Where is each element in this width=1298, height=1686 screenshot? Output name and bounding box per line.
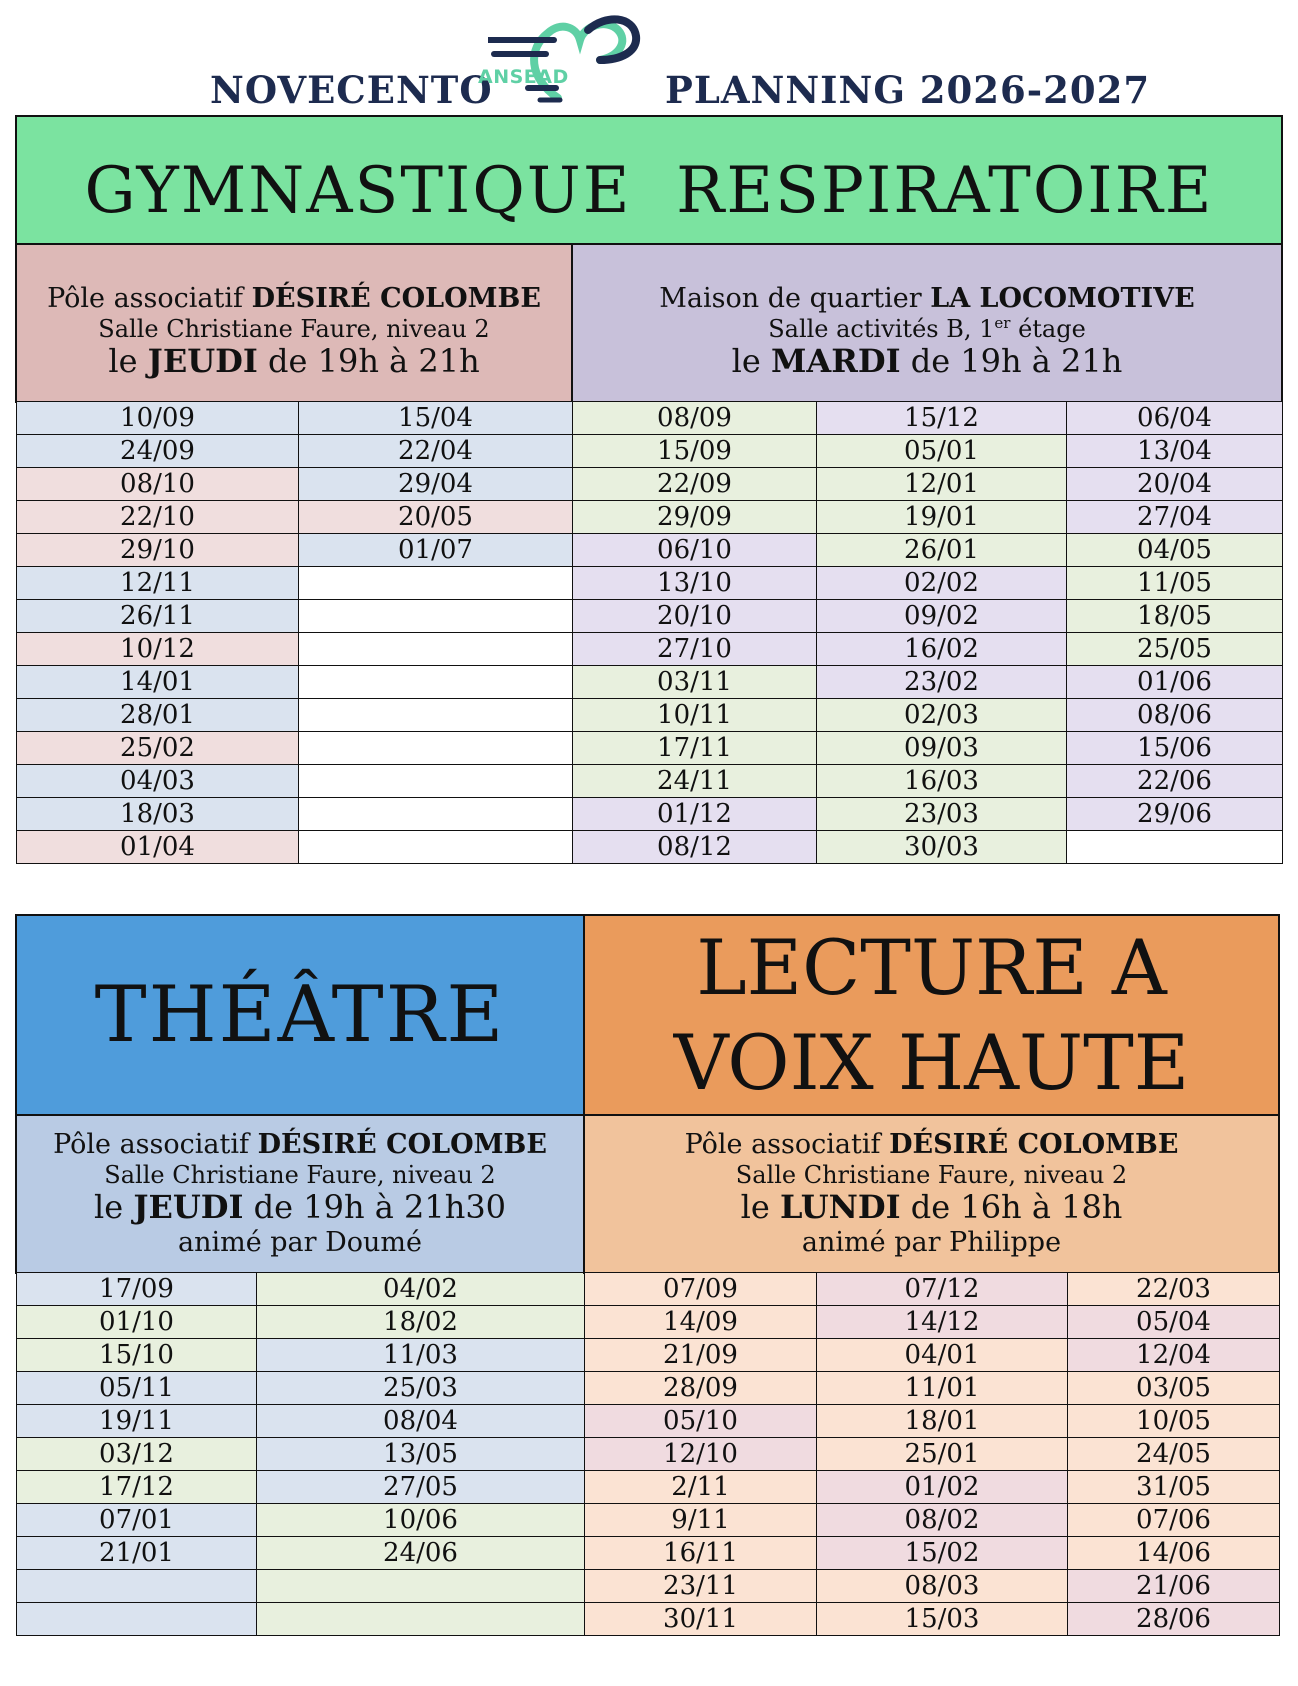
gym-jeudi-table [16, 401, 573, 864]
gym-jeudi-date-cell: 29/04 [299, 468, 573, 501]
table-row [17, 732, 573, 765]
table-row [585, 1537, 1280, 1570]
gym-jeudi-date-cell [299, 732, 573, 765]
gym-mardi-date-cell: 17/11 [573, 732, 817, 765]
gym-jeudi-date-cell: 24/09 [17, 435, 299, 468]
gym-mardi-date-cell: 13/04 [1067, 435, 1283, 468]
table-row [573, 732, 1283, 765]
table-row [17, 501, 573, 534]
gym-jeudi-date-cell: 28/01 [17, 699, 299, 732]
gym-jeudi-date-cell [299, 633, 573, 666]
theatre-date-cell [17, 1603, 257, 1636]
theatre-day: JEUDI [133, 1188, 244, 1227]
theatre-date-cell [257, 1570, 585, 1603]
lecture-date-cell: 14/09 [585, 1306, 817, 1339]
table-row [17, 1339, 585, 1372]
lecture-date-cell: 11/01 [817, 1372, 1068, 1405]
lecture-date-cell: 30/11 [585, 1603, 817, 1636]
table-row [17, 435, 573, 468]
gym-mardi-venue: LA LOCOMOTIVE [930, 283, 1195, 315]
theatre-when-post: de 19h à 21h30 [243, 1188, 507, 1227]
gym-mardi-date-cell: 30/03 [817, 831, 1067, 864]
theatre-when-pre: le [93, 1188, 134, 1227]
gym-mardi-when-pre: le [731, 342, 771, 381]
lecture-day: LUNDI [779, 1188, 901, 1227]
lecture-prefix: Pôle associatif [684, 1129, 890, 1161]
table-row [585, 1405, 1280, 1438]
gym-jeudi-date-cell: 22/04 [299, 435, 573, 468]
table-row [17, 1438, 585, 1471]
ansead-logo-icon [488, 8, 668, 108]
table-row [17, 765, 573, 798]
lecture-date-cell: 04/01 [817, 1339, 1068, 1372]
table-row [573, 798, 1283, 831]
lecture-date-cell: 15/02 [817, 1537, 1068, 1570]
table-row [17, 1603, 585, 1636]
lecture-date-cell: 08/02 [817, 1504, 1068, 1537]
table-row [573, 633, 1283, 666]
lecture-date-cell: 24/05 [1068, 1438, 1280, 1471]
gym-jeudi-date-cell [299, 798, 573, 831]
table-row [17, 666, 573, 699]
logo-text: ANSEAD [478, 66, 569, 88]
table-row [585, 1603, 1280, 1636]
gym-mardi-room-post: étage [1010, 314, 1086, 343]
gym-jeudi-date-cell: 01/04 [17, 831, 299, 864]
gym-jeudi-date-cell [299, 831, 573, 864]
table-row [573, 831, 1283, 864]
lecture-date-cell: 03/05 [1068, 1372, 1280, 1405]
lecture-date-cell: 05/10 [585, 1405, 817, 1438]
table-row [17, 534, 573, 567]
gym-jeudi-date-cell: 14/01 [17, 666, 299, 699]
gym-mardi-date-cell: 08/06 [1067, 699, 1283, 732]
theatre-date-cell: 24/06 [257, 1537, 585, 1570]
lecture-date-cell: 23/11 [585, 1570, 817, 1603]
table-row [573, 501, 1283, 534]
table-row [17, 402, 573, 435]
table-row [17, 1405, 585, 1438]
lecture-date-cell: 9/11 [585, 1504, 817, 1537]
gym-jeudi-date-cell [299, 567, 573, 600]
lecture-date-cell: 01/02 [817, 1471, 1068, 1504]
table-row [17, 1273, 585, 1306]
header-novecento: NOVECENTO [210, 68, 493, 112]
lecture-date-cell: 05/04 [1068, 1306, 1280, 1339]
gym-title-banner [15, 115, 1283, 245]
lecture-date-cell: 07/12 [817, 1273, 1068, 1306]
table-row [585, 1339, 1280, 1372]
gym-mardi-date-cell: 29/06 [1067, 798, 1283, 831]
lecture-date-cell: 28/06 [1068, 1603, 1280, 1636]
theatre-date-cell [257, 1603, 585, 1636]
theatre-info [15, 1114, 585, 1274]
gym-mardi-room-sup: er [994, 313, 1011, 332]
table-row [573, 765, 1283, 798]
gym-jeudi-date-cell: 15/04 [299, 402, 573, 435]
theatre-host: animé par Doumé [177, 1227, 423, 1259]
lecture-info [583, 1114, 1280, 1274]
table-row [17, 600, 573, 633]
lecture-date-cell: 16/11 [585, 1537, 817, 1570]
theatre-date-cell: 08/04 [257, 1405, 585, 1438]
lecture-host: animé par Philippe [801, 1227, 1062, 1259]
theatre-prefix: Pôle associatif [53, 1129, 258, 1161]
lecture-date-cell: 12/10 [585, 1438, 817, 1471]
gym-mardi-date-cell: 08/09 [573, 402, 817, 435]
gym-jeudi-date-cell [299, 765, 573, 798]
gym-mardi-date-cell: 11/05 [1067, 567, 1283, 600]
gym-mardi-date-cell: 05/01 [817, 435, 1067, 468]
lecture-title-line1: LECTURE A [696, 923, 1167, 1012]
gym-mardi-date-cell: 22/06 [1067, 765, 1283, 798]
gym-jeudi-prefix: Pôle associatif [47, 283, 252, 315]
gym-mardi-date-cell: 26/01 [817, 534, 1067, 567]
table-row [17, 831, 573, 864]
table-row [585, 1504, 1280, 1537]
theatre-date-cell: 17/09 [17, 1273, 257, 1306]
gym-mardi-date-cell: 15/12 [817, 402, 1067, 435]
gym-mardi-date-cell: 09/03 [817, 732, 1067, 765]
gym-mardi-date-cell: 02/02 [817, 567, 1067, 600]
gym-mardi-info [571, 243, 1283, 403]
gym-jeudi-when-pre: le [108, 342, 148, 381]
lecture-date-cell: 18/01 [817, 1405, 1068, 1438]
gym-mardi-date-cell: 06/10 [573, 534, 817, 567]
gym-jeudi-date-cell: 12/11 [17, 567, 299, 600]
gym-mardi-date-cell: 27/04 [1067, 501, 1283, 534]
gym-mardi-date-cell: 08/12 [573, 831, 817, 864]
table-row [573, 402, 1283, 435]
gym-mardi-date-cell: 25/05 [1067, 633, 1283, 666]
table-row [17, 1372, 585, 1405]
lecture-date-cell: 14/06 [1068, 1537, 1280, 1570]
lecture-table [584, 1272, 1280, 1636]
gym-jeudi-info [15, 243, 573, 403]
gym-mardi-date-cell: 16/02 [817, 633, 1067, 666]
gym-jeudi-date-cell [299, 699, 573, 732]
table-row [17, 1504, 585, 1537]
lecture-date-cell: 14/12 [817, 1306, 1068, 1339]
theatre-date-cell: 07/01 [17, 1504, 257, 1537]
theatre-date-cell: 04/02 [257, 1273, 585, 1306]
gym-mardi-date-cell: 13/10 [573, 567, 817, 600]
lecture-room: Salle Christiane Faure, niveau 2 [735, 1160, 1128, 1189]
gym-mardi-date-cell: 15/06 [1067, 732, 1283, 765]
gym-mardi-prefix: Maison de quartier [659, 283, 931, 315]
gym-mardi-date-cell: 04/05 [1067, 534, 1283, 567]
gym-jeudi-date-cell: 29/10 [17, 534, 299, 567]
gym-jeudi-date-cell: 25/02 [17, 732, 299, 765]
lecture-date-cell: 28/09 [585, 1372, 817, 1405]
gym-mardi-date-cell: 24/11 [573, 765, 817, 798]
table-row [573, 666, 1283, 699]
table-row [585, 1273, 1280, 1306]
gym-jeudi-date-cell: 10/09 [17, 402, 299, 435]
lecture-date-cell: 08/03 [817, 1570, 1068, 1603]
gym-jeudi-day: JEUDI [147, 342, 258, 381]
lecture-title-banner [583, 914, 1280, 1116]
table-row [585, 1306, 1280, 1339]
gym-mardi-date-cell: 01/06 [1067, 666, 1283, 699]
gym-mardi-date-cell: 06/04 [1067, 402, 1283, 435]
theatre-date-cell: 19/11 [17, 1405, 257, 1438]
gym-mardi-date-cell: 23/03 [817, 798, 1067, 831]
header-planning: PLANNING 2026-2027 [665, 68, 1151, 112]
lecture-date-cell: 2/11 [585, 1471, 817, 1504]
lecture-date-cell: 12/04 [1068, 1339, 1280, 1372]
table-row [17, 699, 573, 732]
theatre-date-cell: 21/01 [17, 1537, 257, 1570]
table-row [585, 1570, 1280, 1603]
lecture-date-cell: 22/03 [1068, 1273, 1280, 1306]
lecture-date-cell: 21/06 [1068, 1570, 1280, 1603]
table-row [17, 1537, 585, 1570]
gym-mardi-date-cell: 19/01 [817, 501, 1067, 534]
table-row [17, 1306, 585, 1339]
gym-mardi-date-cell: 03/11 [573, 666, 817, 699]
table-row [573, 567, 1283, 600]
gym-mardi-when-post: de 19h à 21h [900, 342, 1123, 381]
theatre-date-cell: 18/02 [257, 1306, 585, 1339]
lecture-title-line2: VOIX HAUTE [673, 1018, 1190, 1107]
lecture-when-post: de 16h à 18h [900, 1188, 1123, 1227]
gym-jeudi-date-cell [299, 600, 573, 633]
gym-jeudi-date-cell: 08/10 [17, 468, 299, 501]
table-row [573, 600, 1283, 633]
table-row [17, 567, 573, 600]
lecture-venue: DÉSIRÉ COLOMBE [889, 1129, 1179, 1161]
gym-jeudi-date-cell: 26/11 [17, 600, 299, 633]
gym-jeudi-date-cell: 20/05 [299, 501, 573, 534]
lecture-when-pre: le [740, 1188, 780, 1227]
gym-jeudi-date-cell [299, 666, 573, 699]
theatre-venue: DÉSIRÉ COLOMBE [257, 1129, 547, 1161]
theatre-date-cell: 25/03 [257, 1372, 585, 1405]
theatre-date-cell: 03/12 [17, 1438, 257, 1471]
gym-mardi-day: MARDI [770, 342, 901, 381]
table-row [585, 1438, 1280, 1471]
theatre-table [16, 1272, 585, 1636]
theatre-room: Salle Christiane Faure, niveau 2 [104, 1160, 496, 1189]
gym-mardi-date-cell: 12/01 [817, 468, 1067, 501]
gym-jeudi-venue: DÉSIRÉ COLOMBE [251, 283, 541, 315]
table-row [573, 468, 1283, 501]
theatre-date-cell: 05/11 [17, 1372, 257, 1405]
gym-mardi-date-cell: 16/03 [817, 765, 1067, 798]
theatre-date-cell: 15/10 [17, 1339, 257, 1372]
lecture-date-cell: 15/03 [817, 1603, 1068, 1636]
table-row [573, 534, 1283, 567]
table-row [17, 468, 573, 501]
gym-mardi-date-cell: 02/03 [817, 699, 1067, 732]
gym-mardi-date-cell: 27/10 [573, 633, 817, 666]
gym-mardi-date-cell: 18/05 [1067, 600, 1283, 633]
gym-mardi-date-cell [1067, 831, 1283, 864]
gym-mardi-date-cell: 20/10 [573, 600, 817, 633]
table-row [573, 435, 1283, 468]
table-row [17, 1471, 585, 1504]
gym-jeudi-when-post: de 19h à 21h [257, 342, 480, 381]
table-row [17, 1570, 585, 1603]
table-row [573, 699, 1283, 732]
lecture-date-cell: 07/06 [1068, 1504, 1280, 1537]
table-row [17, 633, 573, 666]
lecture-date-cell: 10/05 [1068, 1405, 1280, 1438]
lecture-date-cell: 25/01 [817, 1438, 1068, 1471]
gym-jeudi-room: Salle Christiane Faure, niveau 2 [98, 314, 490, 343]
gym-title: GYMNASTIQUE RESPIRATOIRE [84, 154, 1214, 228]
theatre-date-cell: 10/06 [257, 1504, 585, 1537]
lecture-date-cell: 07/09 [585, 1273, 817, 1306]
gym-mardi-date-cell: 01/12 [573, 798, 817, 831]
table-row [17, 798, 573, 831]
gym-mardi-date-cell: 20/04 [1067, 468, 1283, 501]
theatre-date-cell [17, 1570, 257, 1603]
theatre-date-cell: 17/12 [17, 1471, 257, 1504]
theatre-title: THÉÂTRE [94, 970, 506, 1060]
gym-mardi-date-cell: 29/09 [573, 501, 817, 534]
theatre-date-cell: 11/03 [257, 1339, 585, 1372]
lecture-date-cell: 21/09 [585, 1339, 817, 1372]
gym-mardi-table [572, 401, 1283, 864]
theatre-title-banner [15, 914, 585, 1116]
gym-mardi-date-cell: 09/02 [817, 600, 1067, 633]
gym-mardi-date-cell: 10/11 [573, 699, 817, 732]
gym-mardi-date-cell: 22/09 [573, 468, 817, 501]
gym-jeudi-date-cell: 10/12 [17, 633, 299, 666]
gym-jeudi-date-cell: 18/03 [17, 798, 299, 831]
gym-mardi-date-cell: 15/09 [573, 435, 817, 468]
gym-jeudi-date-cell: 01/07 [299, 534, 573, 567]
table-row [585, 1471, 1280, 1504]
gym-jeudi-date-cell: 04/03 [17, 765, 299, 798]
theatre-date-cell: 01/10 [17, 1306, 257, 1339]
theatre-date-cell: 27/05 [257, 1471, 585, 1504]
gym-jeudi-date-cell: 22/10 [17, 501, 299, 534]
table-row [585, 1372, 1280, 1405]
gym-mardi-room: Salle activités B, 1 [768, 314, 995, 343]
gym-mardi-date-cell: 23/02 [817, 666, 1067, 699]
theatre-date-cell: 13/05 [257, 1438, 585, 1471]
lecture-date-cell: 31/05 [1068, 1471, 1280, 1504]
